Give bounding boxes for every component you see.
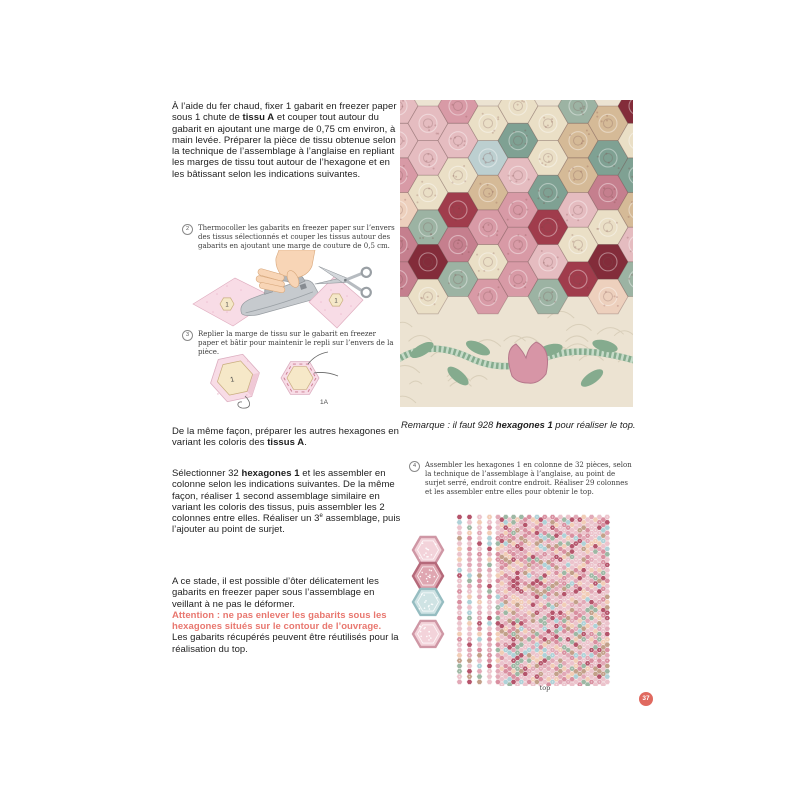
select-paragraph: [172, 468, 401, 536]
intro-bold-tissu-a: tissu A: [242, 112, 275, 124]
select-bold: hexagones 1: [241, 468, 300, 479]
intro-text-end: et couper tout autour du gabarit en ajoutant une marge de 0,75 cm environ, à main levée. Préparer la pièce de tissu obtenue selon la technique de l’assemblage à l’anglaise en repliant les marges de tissu tout autour de l’hexagone et en les bâtissant selon les indications suivantes.: [172, 112, 396, 180]
stage-paragraph: [172, 576, 401, 655]
hexagon-basting-illustration: [195, 350, 345, 412]
hexagon-template-label-2: 1: [334, 298, 338, 305]
step-3-text: Replier la marge de tissu sur le gabarit en freezer paper et bâtir pour maintenir le repli sur l’envers de la pièce.: [198, 330, 394, 356]
step-4-text: Assembler les hexagones 1 en colonne de 32 pièces, selon la technique de l’assemblage à l’anglaise, au point de surjet serré, endroit contre endroit. Réaliser 29 colonnes et les assembler entre elles pour obtenir le top.: [425, 461, 632, 496]
same-way-text: De la même façon, préparer les autres hexagones en variant les coloris des: [172, 426, 399, 449]
assembly-diagram: [400, 510, 655, 686]
hexagon-basted: [281, 352, 338, 394]
diagram-top-label: top: [539, 684, 551, 692]
stage-text: A ce stade, il est possible d’ôter délicatement les gabarits en freezer paper sous l’assemblage en veillant à ne pas le déformer.: [172, 576, 379, 610]
same-way-end: .: [304, 437, 307, 449]
remark-end: pour réaliser le top.: [552, 419, 636, 430]
page-number-badge: 37: [639, 692, 653, 706]
hexagon-fold-label: 1: [229, 376, 236, 384]
step-2-number-badge: 2: [182, 224, 193, 235]
step-2-text: Thermocoller les gabarits en freezer paper sur l’envers des tissus sélectionnés et couper les tissus autour des gabarits en ajoutant une marge de couture de 0,5 cm.: [198, 224, 395, 250]
step-3-number-badge: 3: [182, 330, 193, 341]
remark-bold: hexagones 1: [495, 419, 553, 430]
step-4-number-badge: 4: [409, 461, 420, 472]
same-way-paragraph: [172, 426, 401, 449]
remark-paragraph: [401, 419, 641, 430]
select-sup: e: [319, 513, 323, 520]
step-2: [182, 224, 396, 251]
hexagon-basted-label: 1A: [320, 399, 328, 406]
same-way-bold: tissus A: [267, 437, 305, 449]
stage-end: Les gabarits récupérés peuvent être réutilisés pour la réalisation du top.: [172, 632, 399, 655]
intro-text: À l’aide du fer chaud, fixer 1 gabarit en freezer paper sous 1 chute de: [172, 101, 397, 124]
intro-paragraph: [172, 101, 401, 180]
select-end: assemblage, puis l’ajouter au point de surjet.: [172, 513, 401, 536]
step-4: [409, 461, 637, 497]
select-text: Sélectionner 32: [172, 468, 242, 479]
hexagon-template-label: 1: [225, 302, 229, 309]
quilt-photo: [400, 100, 633, 407]
remark-text: Remarque : il faut 928: [401, 419, 496, 430]
iron-pressing-illustration: [183, 250, 385, 332]
hexagon-folding: [206, 352, 264, 405]
warning-text: Attention : ne pas enlever les gabarits sous les hexagones situés sur le contour de l’ouvrage.: [172, 609, 387, 633]
select-mid: et les assembler en colonne selon les indications suivantes. De la même façon, réaliser 1 second assemblage similaire en variant les coloris des tissus, puis assembler les 2 colonnes entre elles. Réaliser un 3: [172, 468, 395, 525]
